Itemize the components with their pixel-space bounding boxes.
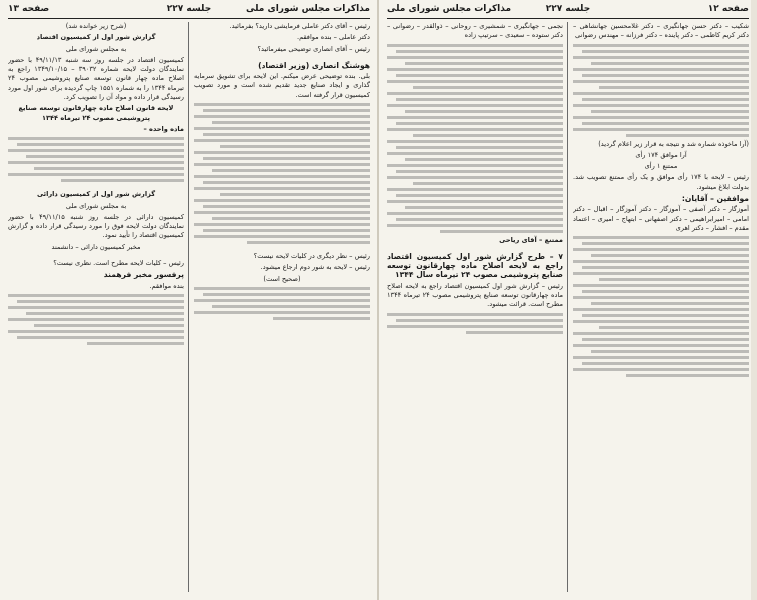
report-title: گزارش شور اول از کمیسیون اقتصاد xyxy=(36,33,156,42)
column-divider xyxy=(567,22,568,592)
abstain-line: ممتنع – آقای ریاحی xyxy=(499,235,563,244)
page-edge xyxy=(751,0,757,600)
column-divider xyxy=(188,22,189,592)
left-page-title: مذاکرات مجلس شورای ملی xyxy=(245,4,370,14)
paragraph: دکتر عاملی – بنده موافقم. xyxy=(296,33,370,42)
left-page-column-right xyxy=(194,22,370,592)
left-page-session: جلسه ۲۲۷ xyxy=(166,4,212,14)
left-page-number: صفحه ۱۳ xyxy=(8,4,50,14)
left-page-header xyxy=(8,0,370,19)
agenda-item-title: ۷ – طرح گزارش شور اول کمیسیون اقتصاد راجع به لایحه اصلاح ماده چهارقانون توسعه صنایع پتروشیمی مصوب ۲۴ تیرماه سال ۱۳۴۴ xyxy=(387,251,563,280)
report-addressee: به مجلس شورای ملی xyxy=(65,44,127,53)
right-page-title: مذاکرات مجلس شورای ملی xyxy=(387,4,512,14)
law-title: لایحه قانون اصلاح ماده چهارقانون توسعه صنایع پتروشیمی مصوب ۲۴ تیرماه ۱۳۴۴ xyxy=(18,104,174,122)
speech-text: بلی. بنده توضیحی عرض میکنم. این لایحه برای تشویق سرمایه گذاری و ایجاد صنایع جدید تقدیم شده است و مورد تصویب کمیسیون قرار گرفته است. xyxy=(194,72,370,99)
paragraph: رئیس – کلیات لایحه مطرح است. نظری نیست؟ xyxy=(53,259,184,268)
right-page-header xyxy=(387,0,749,19)
paragraph: رئیس – آقای انصاری توضیحی میفرمائید؟ xyxy=(257,44,370,53)
paragraph: رئیس – آقای دکتر عاملی فرمایشی دارید؟ بفرمائید. xyxy=(229,22,370,30)
paragraph: (صحیح است) xyxy=(263,274,301,283)
vote-count: ممتنع ۱ رأی xyxy=(644,162,678,171)
left-page xyxy=(0,0,378,600)
paragraph: شکیب – دکتر حسن جهانگیری – دکتر غلامحسین جهانشاهی – دکتر کریم کاظمی – دکتر پاینده – دکتر فرزانه – مهندس رضوانی xyxy=(573,22,749,40)
paragraph: رئیس – گزارش شور اول کمیسیون اقتصاد راجع به لایحه اصلاح ماده چهارقانون توسعه صنایع پتروشیمی مصوب ۲۴ تیرماه ۱۳۴۴ مطرح است. قرائت میشود. xyxy=(387,281,563,309)
left-page-column-left xyxy=(8,22,184,592)
name-list: نجمی – جهانگیری – شمشیری – روحانی – ذوالقدر – رضوانی – دکتر ستوده – سعیدی – سرتیپ زاده xyxy=(387,22,563,40)
vote-count: آرا موافق ۱۷۴ رأی xyxy=(635,150,687,159)
paragraph: رئیس – لایحه با ۱۷۴ رأی موافق و یک رأی ممتنع تصویب شد. بدولت ابلاغ میشود. xyxy=(573,173,749,191)
speech-text: بنده موافقم. xyxy=(149,281,184,290)
report-title: گزارش شور اول از کمیسیون دارائی xyxy=(36,190,156,199)
paragraph: (شرح زیر خوانده شد) xyxy=(65,22,127,30)
announcement: (آرا ماخوذه شماره شد و نتیجه به قرار زیر اعلام گردید) xyxy=(598,139,749,148)
speaker-name: هوشنگ انصاری (وزیر اقتصاد) xyxy=(258,60,370,70)
speaker-name: پرفسور مخبر فرهمند xyxy=(103,270,184,280)
right-page-column-right xyxy=(573,22,749,592)
paragraph: کمیسیون اقتصاد در جلسه روز سه شنبه ۴۹/۱۱/۱۳ با حضور نمایندگان دولت لایحه شماره ۳۹۰۳۲ – ۱۳۴۹/۱۰/۱۵ راجع به اصلاح ماده چهار قانون توسعه صنایع پتروشیمی مصوب ۲۴ تیرماه ۱۳۴۴ را به شماره ۱۵۵۱ چاپ گردیده برای شور اول مورد رسیدگی قرار داده و مواد آن را تصویب کرد. xyxy=(8,55,184,102)
paragraph: رئیس – نظر دیگری در کلیات لایحه نیست؟ xyxy=(253,252,370,261)
paragraph: رئیس – لایحه به شور دوم ارجاع میشود. xyxy=(260,263,370,272)
name-list: آموزگار – دکتر آصفی – آموزگار – دکتر آموزگار – اقبال – دکتر امامی – امیرابراهیمی – دکتر اصفهانی – ابتهاج – امیری – اعتماد مقدم – افشار – دکتر اهری xyxy=(573,205,749,232)
section-heading: موافقین – آقایان: xyxy=(681,194,749,204)
right-page-number: صفحه ۱۲ xyxy=(707,4,749,14)
report-addressee: به مجلس شورای ملی xyxy=(65,201,127,210)
right-page xyxy=(379,0,757,600)
right-page-session: جلسه ۲۲۷ xyxy=(545,4,591,14)
article-label: ماده واحده – xyxy=(143,124,184,133)
signature: مخبر کمیسیون دارائی – دانشمند xyxy=(51,242,141,251)
paragraph: کمیسیون دارائی در جلسه روز شنبه ۴۹/۱۱/۱۵ با حضور نمایندگان دولت لایحه فوق را مورد رسیدگی قرار داده و گزارش کمیسیون اقتصاد را تأیید نمود. xyxy=(8,212,184,240)
right-page-column-left xyxy=(387,22,563,592)
